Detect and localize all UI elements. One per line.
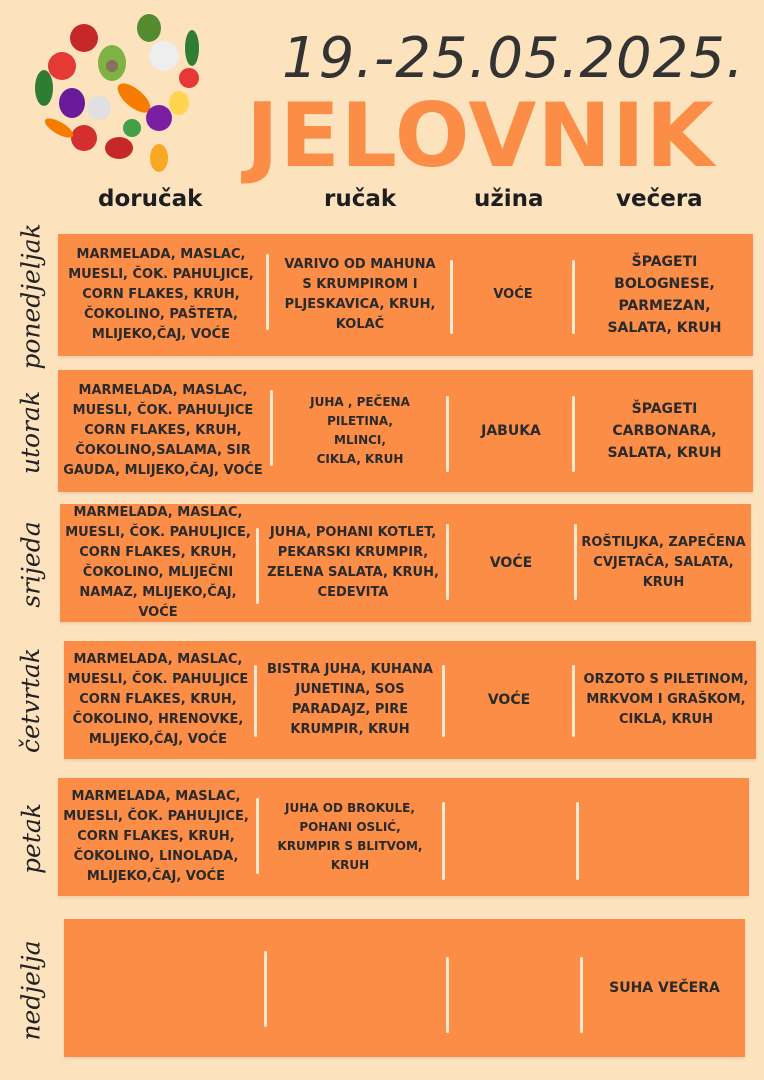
divider [264, 951, 267, 1027]
dinner-cell: ROŠTILJKA, ZAPEČENA CVJETAČA, SALATA, KRUH [581, 535, 746, 590]
divider [266, 254, 269, 330]
menu-row-friday [58, 778, 749, 896]
column-header-snack: užina [474, 186, 544, 212]
snack-cell [450, 919, 580, 1057]
lunch-cell: JUHA, POHANI KOTLET, PEKARSKI KRUMPIR, ZELENA SALATA, KRUH, CEDEVITA [267, 525, 439, 600]
vegetables-heart-illustration [14, 8, 199, 178]
breakfast-cell: MARMELADA, MASLAC, MUESLI, ČOK. PAHULJICE, CORN FLAKES, KRUH, ČOKOLINO, LINOLADA, MLIJEKO,ČAJ, VOĆE [63, 789, 249, 884]
lunch-cell: JUHA OD BROKULE, POHANI OSLIĆ, KRUMPIR S BLITVOM, KRUH [277, 801, 423, 872]
divider [446, 524, 449, 600]
dinner-cell: ŠPAGETI CARBONARA, SALATA, KRUH [607, 401, 722, 461]
breakfast-cell [64, 919, 262, 1057]
divider [256, 528, 259, 604]
divider [450, 260, 453, 334]
column-header-lunch: ručak [324, 186, 397, 212]
divider [576, 802, 579, 880]
page-title: JELOVNIK [246, 84, 715, 187]
day-label-thursday: četvrtak [16, 647, 46, 753]
breakfast-cell: MARMELADA, MASLAC, MUESLI, ČOK. PAHULJICE CORN FLAKES, KRUH, ČOKOLINO,SALAMA, SIR GAUDA, MLIJEKO,ČAJ, VOĆE [63, 383, 263, 478]
column-header-dinner: večera [616, 186, 703, 212]
day-label-monday: ponedjeljak [16, 222, 46, 370]
breakfast-cell: MARMELADA, MASLAC, MUESLI, ČOK. PAHULJICE CORN FLAKES, KRUH, ČOKOLINO, HRENOVKE, MLIJEKO,ČAJ, VOĆE [67, 652, 249, 747]
lunch-cell: JUHA , PEČENA PILETINA, MLINCI, CIKLA, KRUH [310, 395, 410, 466]
divider [254, 665, 257, 737]
lunch-cell: BISTRA JUHA, KUHANA JUNETINA, SOS PARADAJZ, PIRE KRUMPIR, KRUH [267, 662, 433, 737]
divider [572, 396, 575, 472]
snack-cell: JABUKA [481, 423, 541, 439]
day-label-sunday: nedjelja [16, 939, 46, 1041]
snack-cell: VOĆE [493, 287, 533, 302]
day-label-friday: petak [16, 802, 46, 874]
divider [270, 390, 273, 466]
dinner-cell: SUHA VEČERA [609, 980, 720, 996]
divider [572, 665, 575, 737]
column-header-breakfast: doručak [98, 186, 203, 212]
divider [446, 396, 449, 472]
snack-cell [446, 778, 576, 896]
divider [442, 802, 445, 880]
snack-cell: VOĆE [489, 555, 533, 571]
breakfast-cell: MARMELADA, MASLAC, MUESLI, ČOK. PAHULJICE, CORN FLAKES, KRUH, ČOKOLINO, PAŠTETA, MLIJEKO,ČAJ, VOĆE [68, 247, 254, 342]
dinner-cell: ŠPAGETI BOLOGNESE, PARMEZAN, SALATA, KRUH [607, 254, 722, 336]
menu-row-wednesday [60, 504, 751, 622]
dinner-cell: ORZOTO S PILETINOM, MRKVOM I GRAŠKOM, CIKLA, KRUH [583, 672, 749, 727]
day-label-wednesday: srijeda [16, 520, 46, 608]
menu-row-monday [58, 234, 753, 356]
divider [442, 665, 445, 737]
lunch-cell [268, 919, 448, 1057]
divider [572, 260, 575, 334]
breakfast-cell: MARMELADA, MASLAC, MUESLI, ČOK. PAHULJICE, CORN FLAKES, KRUH, ČOKOLINO, MLIJEČNI NAMAZ, MLIJEKO,ČAJ, VOĆE [65, 505, 251, 620]
divider [580, 957, 583, 1033]
day-label-tuesday: utorak [16, 390, 46, 474]
menu-row-thursday [64, 641, 756, 759]
divider [446, 957, 449, 1033]
menu-row-tuesday [58, 370, 753, 492]
snack-cell: VOĆE [487, 692, 531, 708]
dinner-cell [580, 778, 749, 896]
date-range: 19.-25.05.2025. [282, 26, 745, 91]
lunch-cell: VARIVO OD MAHUNA S KRUMPIROM I PLJESKAVICA, KRUH, KOLAČ [284, 257, 436, 332]
menu-row-sunday [64, 919, 745, 1057]
